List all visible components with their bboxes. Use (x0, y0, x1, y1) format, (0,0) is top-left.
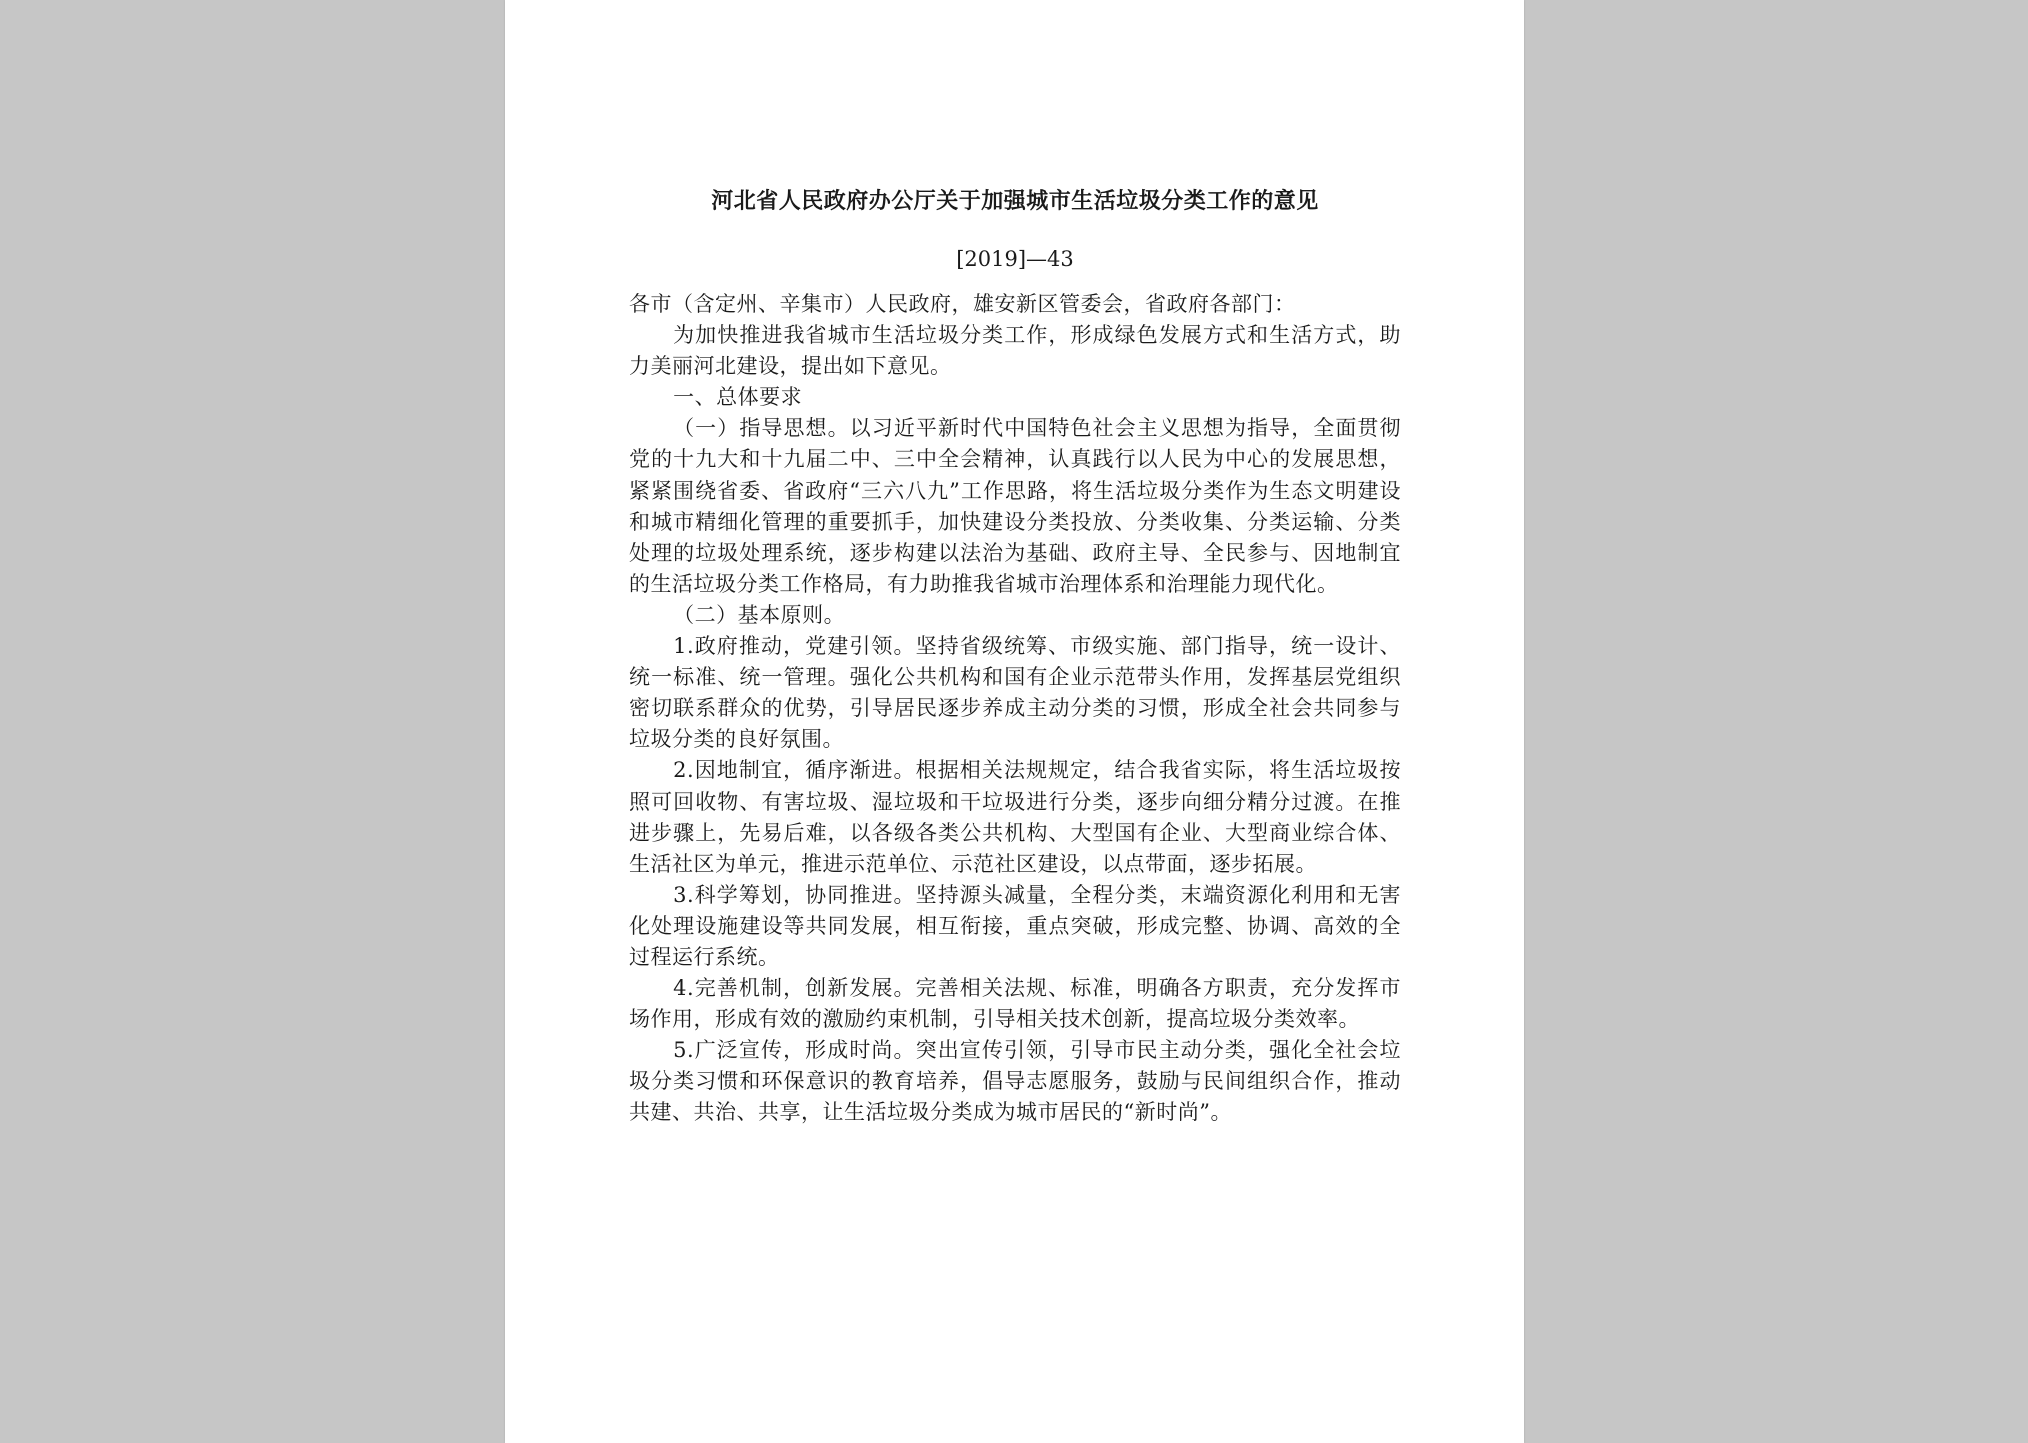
paragraph: （一）指导思想。以习近平新时代中国特色社会主义思想为指导，全面贯彻党的十九大和十九届二中、三中全会精神，认真践行以人民为中心的发展思想，紧紧围绕省委、省政府“三六八九”工作思路，将生活垃圾分类作为生态文明建设和城市精细化管理的重要抓手，加快建设分类投放、分类收集、分类运输、分类处理的垃圾处理系统，逐步构建以法治为基础、政府主导、全民参与、因地制宜的生活垃圾分类工作格局，有力助推我省城市治理体系和治理能力现代化。 (629, 416, 1401, 596)
document-title: 河北省人民政府办公厅关于加强城市生活垃圾分类工作的意见 (711, 189, 1319, 214)
paragraph: 2.因地制宜，循序渐进。根据相关法规规定，结合我省实际，将生活垃圾按照可回收物、有害垃圾、湿垃圾和干垃圾进行分类，逐步向细分精分过渡。在推进步骤上，先易后难，以各级各类公共机构、大型国有企业、大型商业综合体、生活社区为单元，推进示范单位、示范社区建设，以点带面，逐步拓展。 (629, 758, 1401, 876)
paragraph: 5.广泛宣传，形成时尚。突出宣传引领，引导市民主动分类，强化全社会垃圾分类习惯和环保意识的教育培养，倡导志愿服务，鼓励与民间组织合作，推动共建、共治、共享，让生活垃圾分类成为城市居民的“新时尚”。 (629, 1038, 1401, 1125)
document-number: [2019]—43 (956, 247, 1074, 271)
paragraph: 3.科学筹划，协同推进。坚持源头减量，全程分类，末端资源化利用和无害化处理设施建设等共同发展，相互衔接，重点突破，形成完整、协调、高效的全过程运行系统。 (629, 882, 1401, 969)
paragraph: 1.政府推动，党建引领。坚持省级统筹、市级实施、部门指导，统一设计、统一标准、统一管理。强化公共机构和国有企业示范带头作用，发挥基层党组织密切联系群众的优势，引导居民逐步养成主动分类的习惯，形成全社会共同参与垃圾分类的良好氛围。 (629, 634, 1401, 752)
document-page (505, 0, 1524, 1443)
paragraph: 4.完善机制，创新发展。完善相关法规、标准，明确各方职责，充分发挥市场作用，形成有效的激励约束机制，引导相关技术创新，提高垃圾分类效率。 (629, 976, 1401, 1032)
paragraph: 为加快推进我省城市生活垃圾分类工作，形成绿色发展方式和生活方式，助力美丽河北建设，提出如下意见。 (629, 323, 1401, 379)
addressee-line: 各市（含定州、辛集市）人民政府，雄安新区管委会，省政府各部门： (629, 292, 1296, 316)
document-body (629, 289, 1401, 1129)
subsection-heading: （二）基本原则。 (673, 602, 846, 627)
section-heading: 一、总体要求 (673, 385, 803, 410)
page-content (629, 183, 1401, 1129)
